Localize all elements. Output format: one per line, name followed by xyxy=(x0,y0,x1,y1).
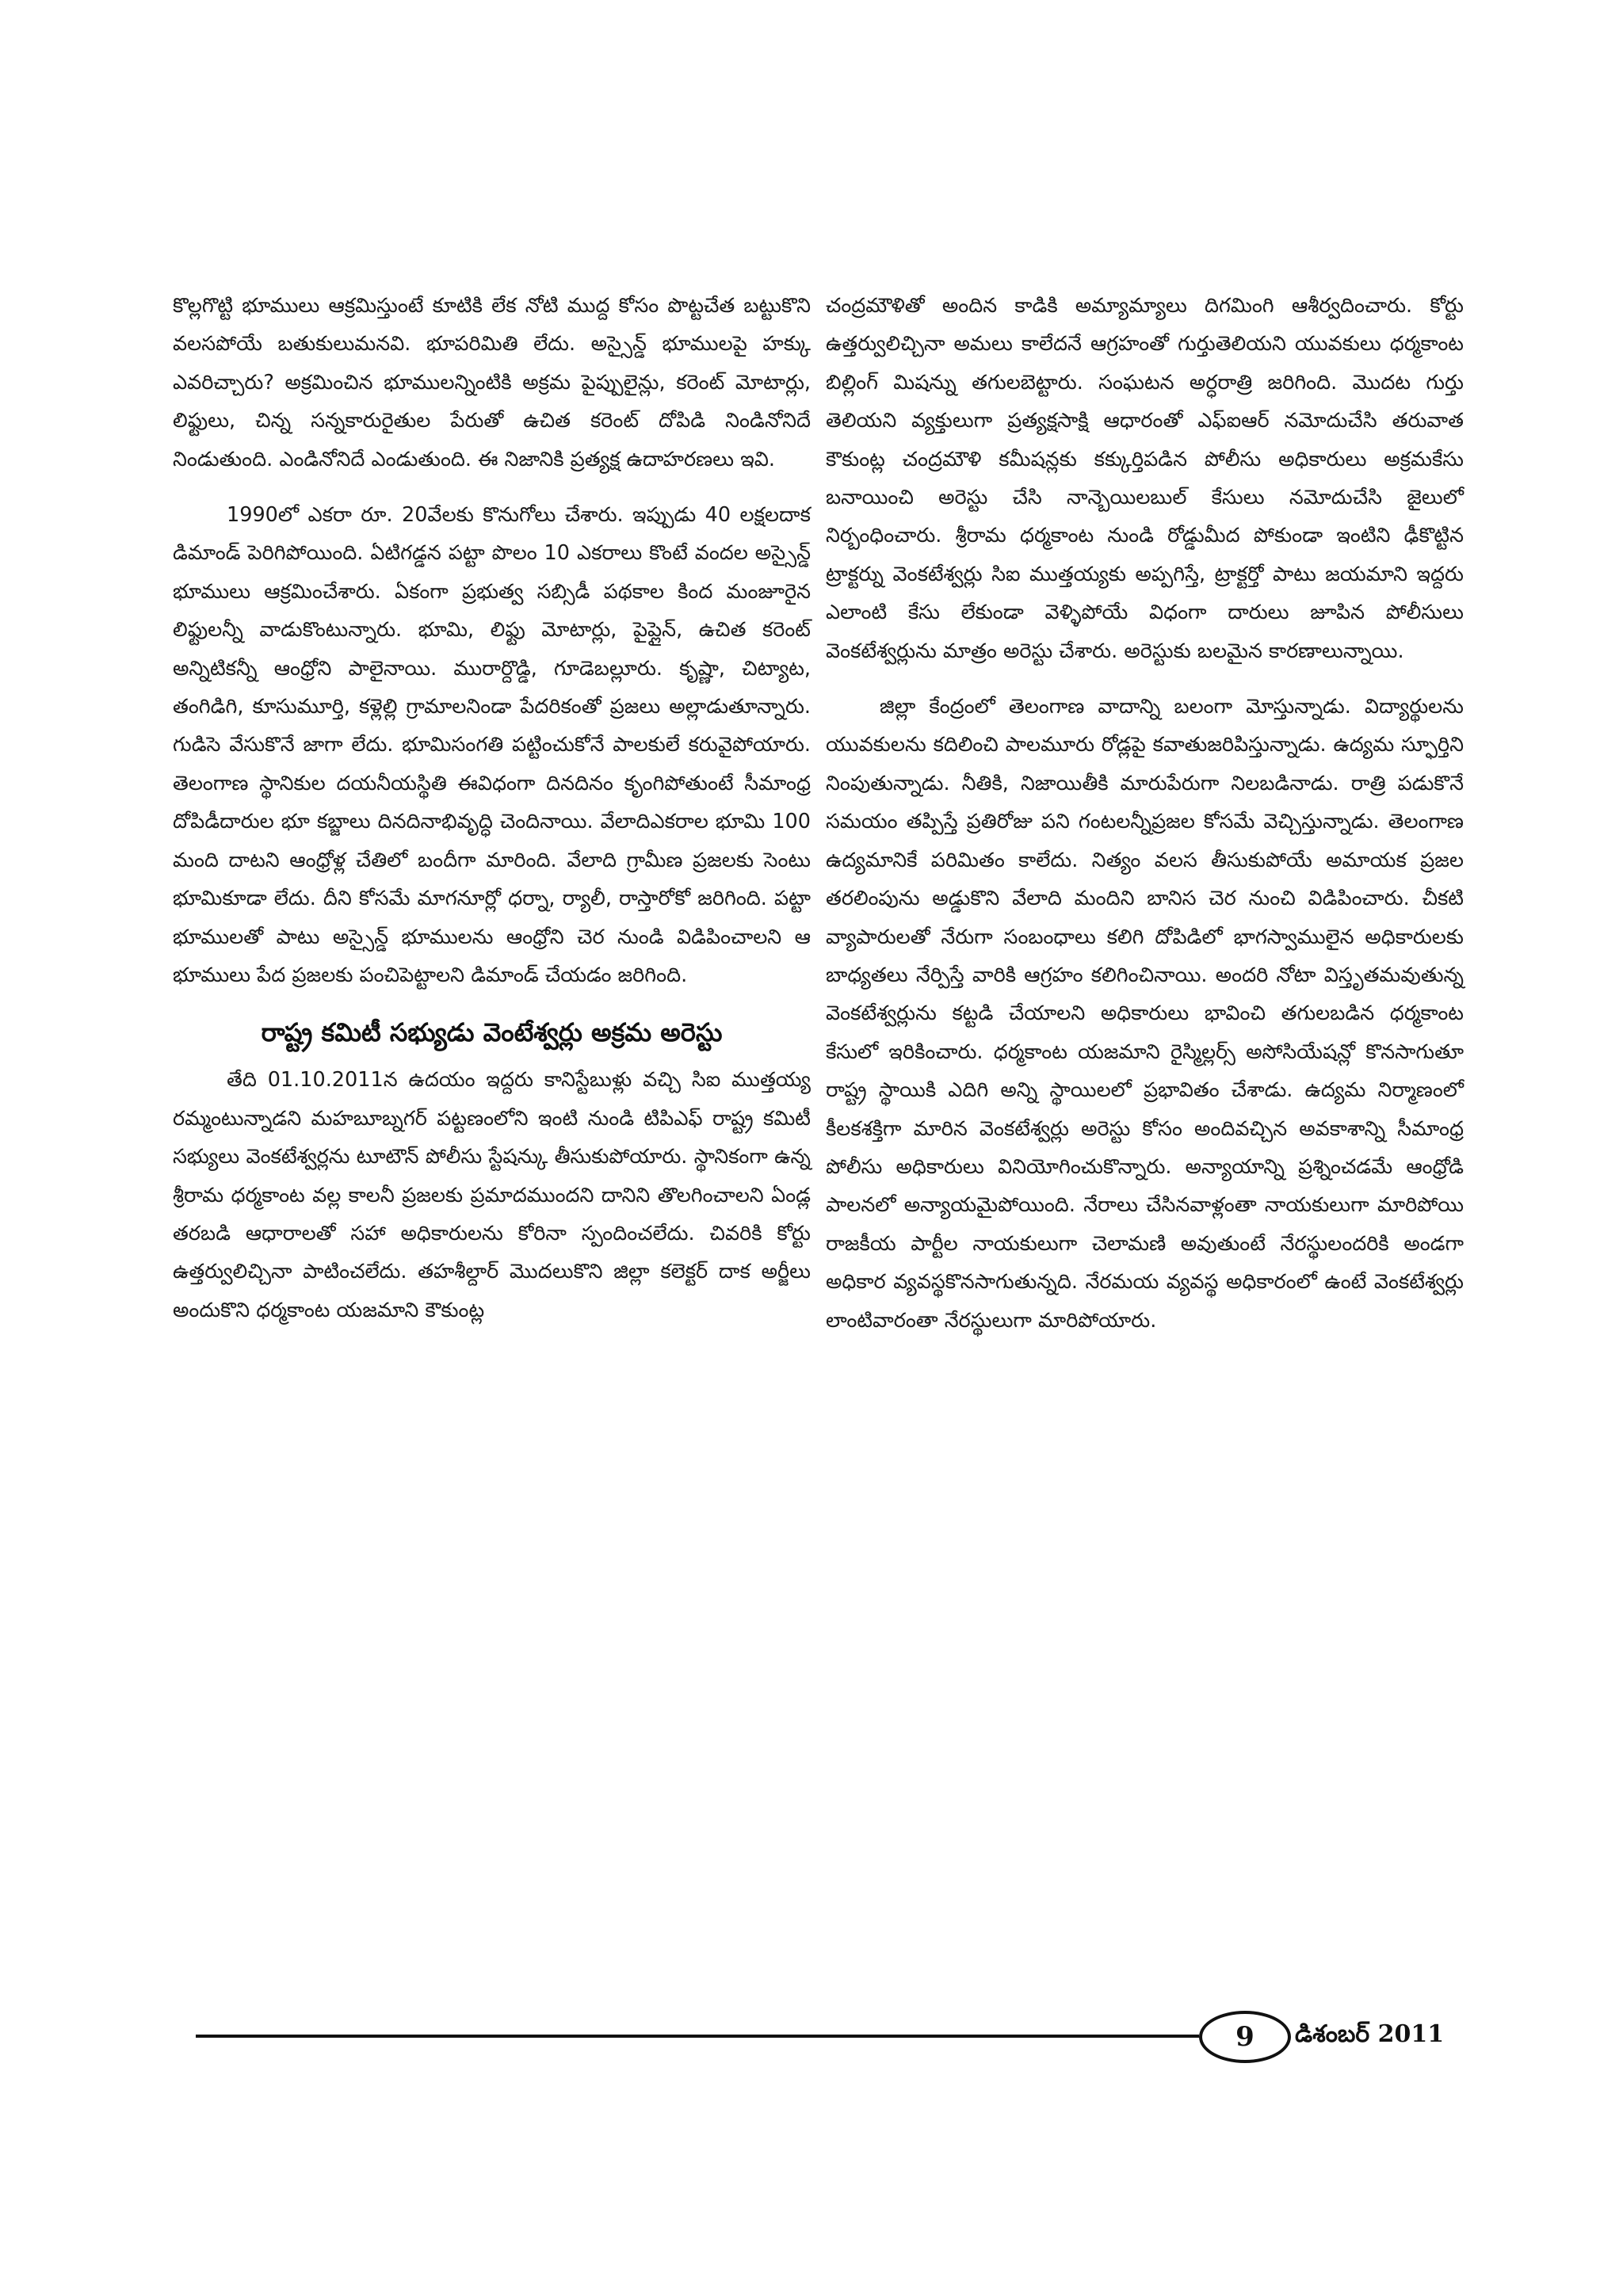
left-paragraph-3: తేది 01.10.2011న ఉదయం ఇద్దరు కానిస్టేబుళ్లు వచ్చి సిఐ ముత్తయ్య రమ్మంటున్నాడని మహబూబ్నగర్ పట్టణంలోని ఇంటి నుండి టిపిఎఫ్ రాష్ట్ర కమిటీ సభ్యులు వెంకటేశ్వర్లను టూటౌన్ పోలీసు స్టేషన్కు తీసుకుపోయారు. స్థానికంగా ఉన్న శ్రీరామ ధర్మకాంట వల్ల కాలనీ ప్రజలకు ప్రమాదముందని దానిని తొలగించాలని ఏండ్ల తరబడి ఆధారాలతో సహా అధికారులను కోరినా స్పందించలేదు. చివరికి కోర్టు ఉత్తర్వులిచ్చినా పాటించలేదు. తహశీల్దార్ మొదలుకొని జిల్లా కలెక్టర్ దాక అర్జీలు అందుకొని ధర్మకాంట యజమాని కౌకుంట్ల xyxy=(173,1068,811,1322)
right-paragraph-1: చంద్రమౌళితో అందిన కాడికి అమ్యామ్యాలు దిగమింగి ఆశీర్వదించారు. కోర్టు ఉత్తర్వులిచ్చినా అమలు కాలేదనే ఆగ్రహంతో గుర్తుతెలియని యువకులు ధర్మకాంట బిల్లింగ్ మిషన్ను తగులబెట్టారు. సంఘటన అర్ధరాత్రి జరిగింది. మొదట గుర్తు తెలియని వ్యక్తులుగా ప్రత్యక్షసాక్షి ఆధారంతో ఎఫ్ఐఆర్ నమోదుచేసి తరువాత కౌకుంట్ల చంద్రమౌళి కమీషన్లకు కక్కుర్తిపడిన పోలీసు అధికారులు అక్రమకేసు బనాయించి అరెస్టు చేసి నాన్బెయిలబుల్ కేసులు నమోదుచేసి జైలులో నిర్బంధించారు. శ్రీరామ ధర్మకాంట నుండి రోడ్డుమీద పోకుండా ఇంటిని ఢీకొట్టిన ట్రాక్టర్ను వెంకటేశ్వర్లు సిఐ ముత్తయ్యకు అప్పగిస్తే, ట్రాక్టర్తో పాటు జయమాని ఇద్దరు ఎలాంటి కేసు లేకుండా వెళ్ళిపోయే విధంగా దారులు జూపిన పోలీసులు వెంకటేశ్వర్లును మాత్రం అరెస్టు చేశారు. అరెస్టుకు బలమైన కారణాలున్నాయి. xyxy=(826,294,1464,663)
section-heading: రాష్ట్ర కమిటీ సభ్యుడు వెంటేశ్వర్లు అక్రమ అరెస్టు xyxy=(261,1017,723,1048)
left-paragraph-1: కొల్లగొట్టి భూములు ఆక్రమిస్తుంటే కూటికి లేక నోటి ముద్ద కోసం పొట్టచేత బట్టుకొని వలసపోయే బతుకులుమనవి. భూపరిమితి లేదు. అస్సైన్డ్ భూములపై హక్కు ఎవరిచ్చారు? అక్రమించిన భూములన్నింటికి అక్రమ పైప్పులైన్లు, కరెంట్ మోటార్లు, లిఫ్టులు, చిన్న సన్నకారురైతుల పేరుతో ఉచిత కరెంట్ దోపిడి నిండినోనిదే నిండుతుంది. ఎండినోనిదే ఎండుతుంది. ఈ నిజానికి ప్రత్యక్ష ఉదాహరణలు ఇవి. xyxy=(173,294,811,471)
right-column xyxy=(826,287,1464,1340)
left-column xyxy=(173,287,811,1329)
page-number: 9 xyxy=(1199,2011,1291,2063)
left-paragraph-2: 1990లో ఎకరా రూ. 20వేలకు కొనుగోలు చేశారు. ఇప్పుడు 40 లక్షలదాక డిమాండ్ పెరిగిపోయింది. ఏటిగడ్డన పట్టా పొలం 10 ఎకరాలు కొంటే వందల అస్సైన్డ్ భూములు ఆక్రమించేశారు. ఏకంగా ప్రభుత్వ సబ్సిడీ పథకాల కింద మంజూరైన లిఫ్టులన్నీ వాడుకొంటున్నారు. భూమి, లిఫ్టు మోటార్లు, పైప్లైన్, ఉచిత కరెంట్ అన్నిటికన్నీ ఆంధ్రోని పాలైనాయి. మురార్దొడ్డి, గూడెబల్లూరు. కృష్ణా, చిట్యాట, తంగిడిగి, కూసుమూర్తి, కళ్లెల్లి గ్రామాలనిండా పేదరికంతో ప్రజలు అల్లాడుతూన్నారు. గుడిసె వేసుకొనే జాగా లేదు. భూమిసంగతి పట్టించుకోనే పాలకులే కరువైపోయారు. తెలంగాణ స్థానికుల దయనీయస్థితి ఈవిధంగా దినదినం కృంగిపోతుంటే సీమాంధ్ర దోపిడీదారుల భూ కబ్జాలు దినదినాభివృద్ధి చెందినాయి. వేలాదిఎకరాల భూమి 100 మంది దాటని ఆంధ్రోళ్ల చేతిలో బందీగా మారింది. వేలాది గ్రామీణ ప్రజలకు సెంటు భూమికూడా లేదు. దీని కోసమే మాగనూర్లో ధర్నా, ర్యాలీ, రాస్తారోకో జరిగింది. పట్టా భూములతో పాటు అస్సైన్డ్ భూములను ఆంధ్రోని చెర నుండి విడిపించాలని ఆ భూములు పేద ప్రజలకు పంచిపెట్టాలని డిమాండ్ చేయడం జరిగింది. xyxy=(173,503,811,987)
right-paragraph-2: జిల్లా కేంద్రంలో తెలంగాణ వాదాన్ని బలంగా మోస్తున్నాడు. విద్యార్థులను యువకులను కదిలించి పాలమూరు రోడ్లపై కవాతుజరిపిస్తున్నాడు. ఉద్యమ స్ఫూర్తిని నింపుతున్నాడు. నీతికి, నిజాయితీకి మారుపేరుగా నిలబడినాడు. రాత్రి పడుకొనే సమయం తప్పిస్తే ప్రతిరోజు పని గంటలన్నీప్రజల కోసమే వెచ్చిస్తున్నాడు. తెలంగాణ ఉద్యమానికే పరిమితం కాలేదు. నిత్యం వలస తీసుకుపోయే అమాయక ప్రజల తరలింపును అడ్డుకొని వేలాది మందిని బానిస చెర నుంచి విడిపించారు. చీకటి వ్యాపారులతో నేరుగా సంబంధాలు కలిగి దోపిడిలో భాగస్వాములైన అధికారులకు బాధ్యతలు నేర్పిస్తే వారికి ఆగ్రహం కలిగించినాయి. అందరి నోటా విస్తృతమవుతున్న వెంకటేశ్వర్లును కట్టడి చేయాలని అధికారులు భావించి తగులబడిన ధర్మకాంట కేసులో ఇరికించారు. ధర్మకాంట యజమాని రైస్మిల్లర్స్ అసోసియేషన్లో కొనసాగుతూ రాష్ట్ర స్థాయికి ఎదిగి అన్ని స్థాయిలలో ప్రభావితం చేశాడు. ఉద్యమ నిర్మాణంలో కీలకశక్తిగా మారిన వెంకటేశ్వర్లు అరెస్టు కోసం అందివచ్చిన అవకాశాన్ని సీమాంధ్ర పోలీసు అధికారులు వినియోగించుకొన్నారు. అన్యాయాన్ని ప్రశ్నించడమే ఆంధ్రోడి పాలనలో అన్యాయమైపోయింది. నేరాలు చేసినవాళ్లంతా నాయకులుగా మారిపోయి రాజకీయ పార్టీల నాయకులుగా చెలామణి అవుతుంటే నేరస్థులందరికి అండగా అధికార వ్యవస్థకొనసాగుతున్నది. నేరమయ వ్యవస్థ అధికారంలో ఉంటే వెంకటేశ్వర్లు లాంటివారంతా నేరస్థులుగా మారిపోయారు. xyxy=(826,695,1464,1333)
footer-rule xyxy=(196,2035,1199,2038)
issue-date: డిశంబర్ 2011 xyxy=(1295,2020,1445,2048)
